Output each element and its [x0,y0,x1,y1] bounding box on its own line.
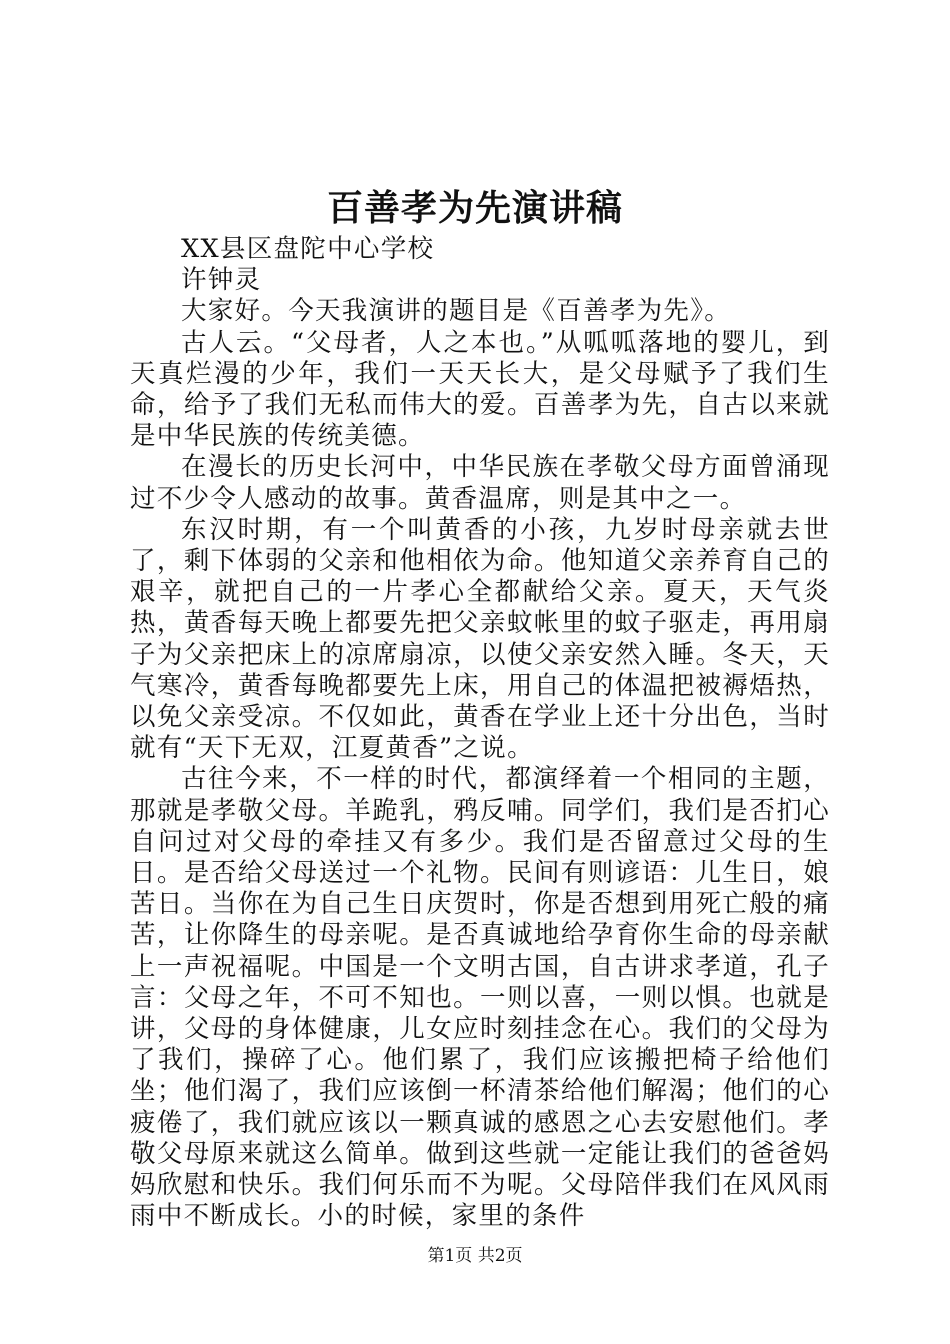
document-body [130,234,830,1233]
paragraph-greeting: 大家好。今天我演讲的题目是《百善孝为先》。 [181,296,732,327]
paragraph-filial-piety: 古往今来，不一样的时代，都演绎着一个相同的主题，那就是孝敬父母。羊跪乳，鸦反哺。同学们，我们是否扪心自问过对父母的牵挂又有多少。我们是否留意过父母的生日。是否给父母送过一个礼物。民间有则谚语：儿生日，娘苦日。当你在为自己生日庆贺时，你是否想到用死亡般的痛苦，让你降生的母亲呢。是否真诚地给孕育你生命的母亲献上一声祝福呢。中国是一个文明古国，自古讲求孝道，孔子言：父母之年，不可不知也。一则以喜，一则以惧。也就是讲，父母的身体健康，儿女应时刻挂念在心。我们的父母为了我们，操碎了心。他们累了，我们应该搬把椅子给他们坐；他们渴了，我们应该倒一杯清茶给他们解渴；他们的心疲倦了，我们就应该以一颗真诚的感恩之心去安慰他们。孝敬父母原来就这么简单。做到这些就一定能让我们的爸爸妈妈欣慰和快乐。我们何乐而不为呢。父母陪伴我们在风风雨雨中不断成长。小的时候，家里的条件 [130,764,830,1232]
paragraph-school: XX县区盘陀中心学校 [181,234,435,264]
paragraph-huangxiang-story: 东汉时期，有一个叫黄香的小孩，九岁时母亲就去世了，剩下体弱的父亲和他相依为命。他知道父亲养育自己的艰辛，就把自己的一片孝心全都献给父亲。夏天，天气炎热，黄香每天晚上都要先把父亲蚊帐里的蚊子驱走，再用扇子为父亲把床上的凉席扇凉，以使父亲安然入睡。冬天，天气寒冷，黄香每晚都要先上床，用自己的体温把被褥焐热，以免父亲受凉。不仅如此，黄香在学业上还十分出色，当时就有“天下无双，江夏黄香”之说。 [130,514,830,764]
paragraph-author: 许钟灵 [181,265,262,296]
page-number: 第1页 共2页 [427,1246,523,1266]
document-title: 百善孝为先演讲稿 [326,187,623,229]
paragraph-intro: 古人云。“父母者，人之本也。”从呱呱落地的婴儿，到天真烂漫的少年，我们一天天长大，是父母赋予了我们生命，给予了我们无私而伟大的爱。百善孝为先，自古以来就是中华民族的传统美德。 [130,327,830,452]
paragraph-history: 在漫长的历史长河中，中华民族在孝敬父母方面曾涌现过不少令人感动的故事。黄香温席，则是其中之一。 [130,452,830,514]
